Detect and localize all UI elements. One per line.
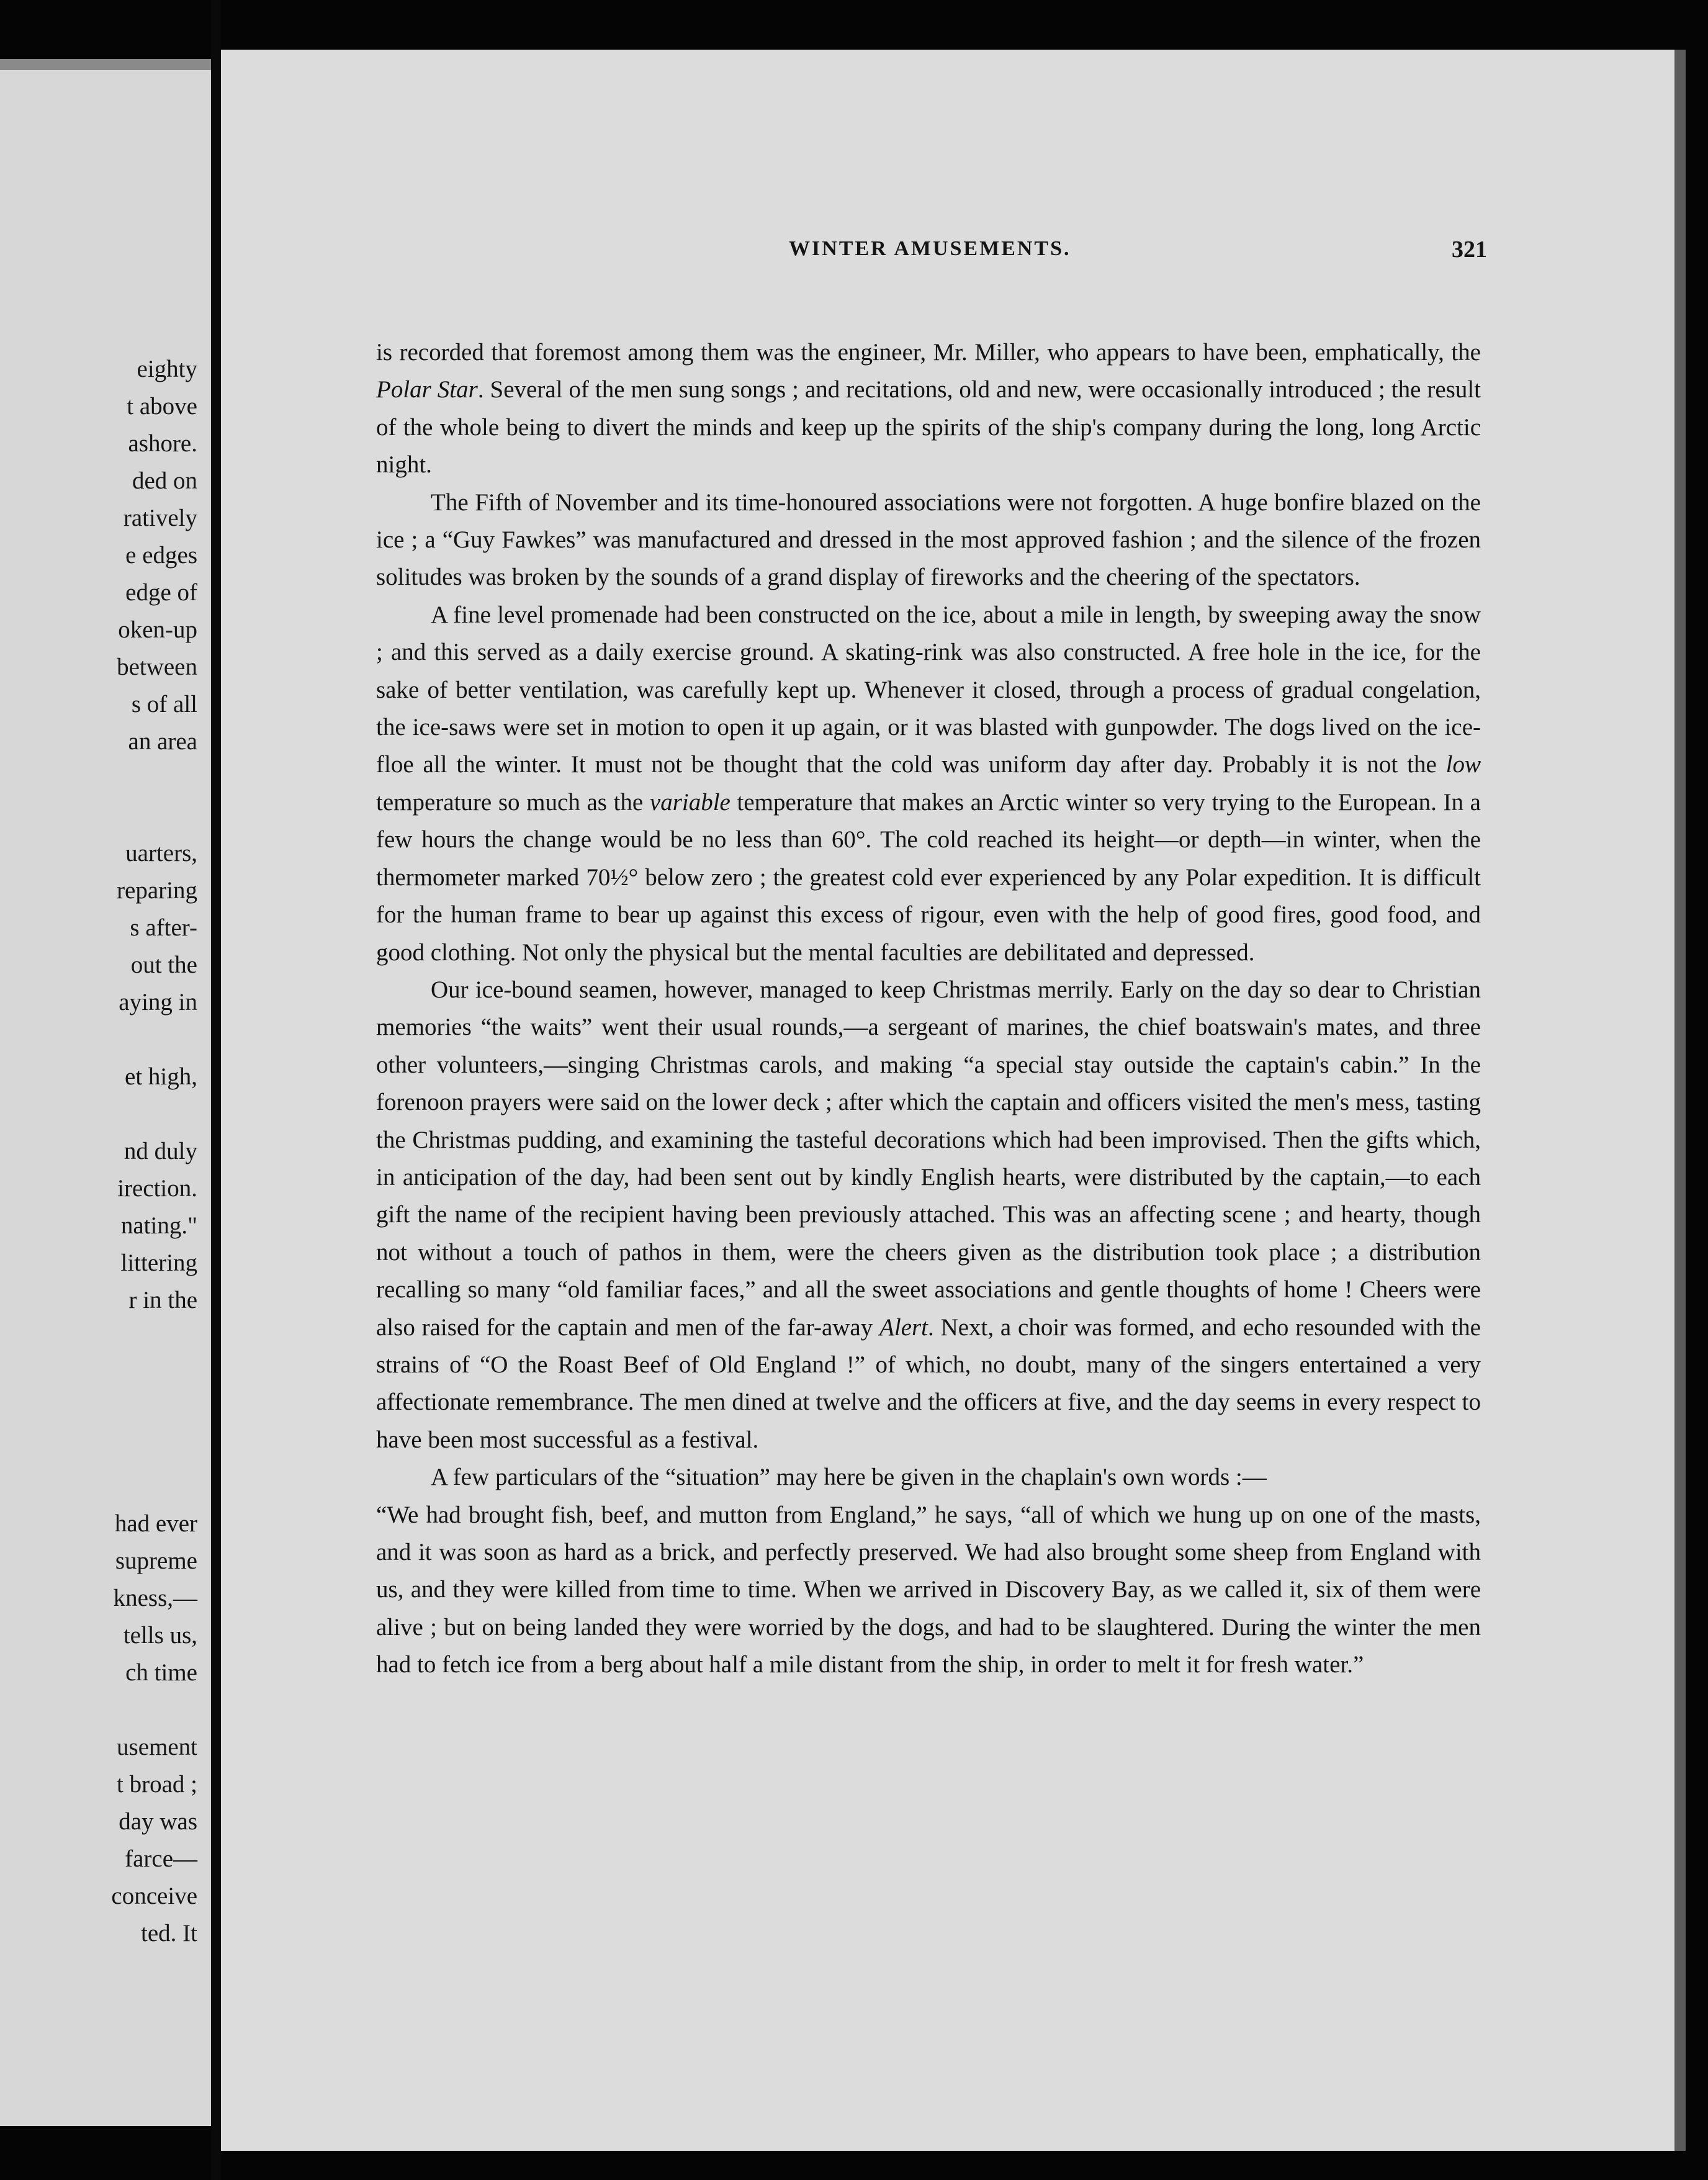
- paragraph: [376, 1459, 1481, 1496]
- left-page-text-fragments: [111, 351, 197, 1952]
- paragraph: [376, 334, 1481, 484]
- paragraph: [376, 971, 1481, 1459]
- left-page-line: t broad ;: [117, 1771, 197, 1798]
- left-page-line: out the: [130, 952, 197, 978]
- left-page-line: e edges: [125, 542, 197, 569]
- left-page-line: farce—: [125, 1845, 197, 1872]
- left-page-line: [111, 1691, 197, 1729]
- left-page-line: s of all: [131, 691, 197, 718]
- left-page-line: r in the: [128, 1287, 197, 1313]
- left-page-line: conceive: [111, 1883, 197, 1909]
- left-page-line: s after-: [130, 914, 197, 941]
- left-page-line: [111, 1356, 197, 1394]
- left-page-line: tells us,: [123, 1622, 197, 1649]
- text-run: “We had brought fish, beef, and mutton from England,” he says, “all of which we hung up on one of the masts, and it was soon as hard as a brick, and perfectly preserved. We had also brought some sheep from England with us, and they were killed from time to time. When we arrived in Discovery Bay, as we called it, six of them were alive ; but on being landed they were worried by the dogs, and had to be slaughtered. During the winter the men had to fetch ice from a berg about half a mile distant from the ship, in order to melt it for fresh water.”: [376, 1501, 1481, 1678]
- left-page-line: [111, 1468, 197, 1505]
- paragraph: [376, 484, 1481, 597]
- quoted-paragraph: [376, 1497, 1481, 1684]
- paragraph: [376, 597, 1481, 971]
- left-page-line: ratively: [123, 505, 197, 531]
- left-page-line: t above: [127, 393, 197, 420]
- left-page-line: had ever: [114, 1510, 197, 1537]
- left-page-line: littering: [120, 1250, 197, 1276]
- text-run: A few particulars of the “situation” may here be given in the chaplain's own words :—: [431, 1464, 1267, 1491]
- italic-run: low: [1445, 751, 1481, 778]
- left-page-line: ted. It: [141, 1920, 197, 1947]
- text-run: Our ice-bound seamen, however, managed to keep Christmas merrily. Early on the day so dear to Christian memories “the waits” went their usual rounds,—a sergeant of marines, the chief boatswain's mates, and three other volunteers,—singing Christmas carols, and making “a special stay outside the captain's cabin.” In the forenoon prayers were said on the lower deck ; after which the captain and officers visited the men's mess, tasting the Christmas pudding, and examining the tasteful decorations which had been improvised. Then the gifts which, in anticipation of the day, had been sent out by kindly English hearts, were distributed by the captain,—to each gift the name of the recipient having been previously attached. This was an affecting scene ; and hearty, though not without a touch of pathos in them, were the cheers given as the distribution took place ; a distribution recalling so many “old familiar faces,” and all the sweet associations and gentle thoughts of home ! Cheers were also raised for the captain and men of the far-away: [376, 976, 1481, 1341]
- running-title: WINTER AMUSEMENTS.: [789, 237, 1071, 260]
- text-run: temperature so much as the: [376, 788, 650, 816]
- facing-left-page: [0, 59, 211, 2126]
- italic-run: variable: [649, 788, 730, 816]
- left-page-line: [111, 1096, 197, 1133]
- left-page-line: irection.: [117, 1175, 197, 1202]
- text-run: A fine level promenade had been constructed on the ice, about a mile in length, by sweeping away the snow ; and this served as a daily exercise ground. A skating-rink was also constructed. A free hole in the ice, for the sake of better ventilation, was carefully kept up. Whenever it closed, through a process of gradual congelation, the ice-saws were set in motion to open it up again, or it was blasted with gunpowder. The dogs lived on the ice-floe all the winter. It must not be thought that the cold was uniform day after day. Probably it is not the: [376, 601, 1481, 778]
- left-page-line: aying in: [119, 989, 197, 1016]
- left-page-line: [111, 1394, 197, 1431]
- page-edge: [1674, 50, 1686, 2151]
- text-run: The Fifth of November and its time-honoured associations were not forgotten. A huge bonfire blazed on the ice ; a “Guy Fawkes” was manufactured and dressed in the most approved fashion ; and the silence of the frozen solitudes was broken by the sounds of a grand display of fireworks and the cheering of the spectators.: [376, 489, 1481, 591]
- left-page-line: edge of: [125, 579, 197, 606]
- left-page-line: nd duly: [124, 1138, 197, 1164]
- text-run: is recorded that foremost among them was the engineer, Mr. Miller, who appears to have been, emphatically, the: [376, 339, 1481, 366]
- left-page-line: supreme: [115, 1547, 197, 1574]
- left-page-line: oken-up: [118, 616, 197, 643]
- left-page-line: an area: [128, 728, 197, 755]
- italic-run: Polar Star: [376, 376, 478, 403]
- left-page-line: day was: [119, 1808, 197, 1835]
- left-page-line: ded on: [132, 467, 197, 494]
- left-page-line: et high,: [125, 1063, 197, 1090]
- page-number: 321: [1452, 236, 1487, 263]
- italic-run: Alert: [879, 1313, 928, 1341]
- left-page-line: [111, 1021, 197, 1058]
- left-page-line: ch time: [125, 1659, 197, 1686]
- left-page-line: reparing: [117, 877, 197, 904]
- left-page-line: [111, 798, 197, 835]
- left-page-line: eighty: [137, 356, 197, 382]
- left-page-line: usement: [117, 1734, 197, 1760]
- left-page-line: [111, 760, 197, 798]
- book-page: [221, 50, 1674, 2151]
- left-page-line: between: [117, 654, 197, 680]
- text-run: temperature that makes an Arctic winter so very trying to the European. In a few hours the change would be no less than 60°. The cold reached its height—or depth—in winter, when the thermometer marked 70½° below zero ; the greatest cold ever experienced by any Polar expedition. It is difficult for the human frame to bear up against this excess of rigour, even with the help of good fires, good food, and good clothing. Not only the physical but the mental faculties are debilitated and depressed.: [376, 788, 1481, 966]
- left-page-line: kness,—: [113, 1585, 197, 1611]
- left-page-line: nating.": [120, 1212, 197, 1239]
- left-page-line: ashore.: [128, 430, 197, 457]
- running-head: [221, 237, 1674, 274]
- text-run: . Next, a choir was formed, and echo resounded with the strains of “O the Roast Beef of Old England !” of which, no doubt, many of the singers entertained a very affectionate remembrance. The men dined at twelve and the officers at five, and the day seems in every respect to have been most successful as a festival.: [376, 1313, 1481, 1453]
- left-page-line: [111, 1319, 197, 1356]
- text-run: . Several of the men sung songs ; and recitations, old and new, were occasionally introduced ; the result of the whole being to divert the minds and keep up the spirits of the ship's company during the long, long Arctic night.: [376, 376, 1481, 479]
- body-text: [376, 334, 1481, 1684]
- binding-gutter: [211, 0, 221, 2180]
- left-page-line: [111, 1431, 197, 1468]
- left-page-line: uarters,: [125, 840, 197, 867]
- left-page-top-edge: [0, 59, 211, 70]
